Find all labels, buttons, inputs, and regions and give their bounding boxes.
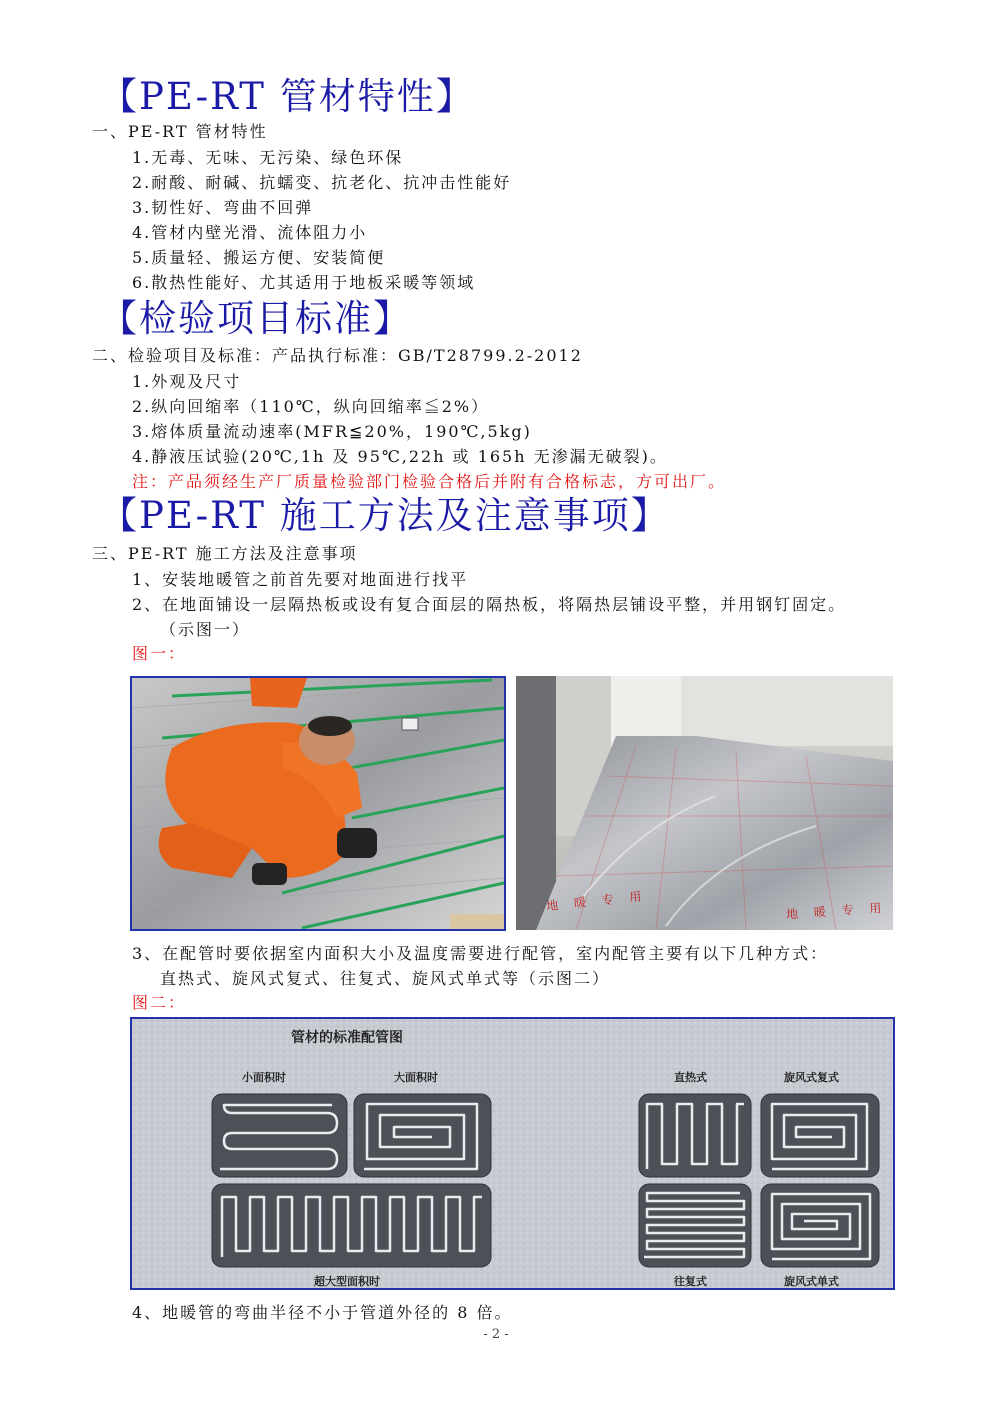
figure-2-label: 图二： [132,993,187,1012]
label-reciprocal: 往复式 [674,1275,707,1288]
step-4: 4、地暖管的弯曲半径不小于管道外径的 8 倍。 [132,1303,513,1322]
stamp-text-2: 地 暖 专 用 [785,900,888,922]
section1-heading: 一、PE-RT 管材特性 [92,122,268,141]
piping-layout-diagram [130,1017,895,1290]
step-2-line-1: 2、在地面铺设一层隔热板或设有复合面层的隔热板，将隔热层铺设平整，并用钢钉固定。 [132,595,847,614]
section2-item-2: 2.纵向回缩率（110℃，纵向回缩率≦2%） [132,397,490,416]
section2-title: 【检验项目标准】 [100,297,412,340]
page-number: - 2 - [483,1327,509,1342]
section2-heading: 二、检验项目及标准：产品执行标准：GB/T28799.2-2012 [92,346,583,365]
label-large-area: 大面积时 [394,1071,438,1084]
section1-item-5: 5.质量轻、搬运方便、安装简便 [132,248,386,267]
section1-title: 【PE-RT 管材特性】 [100,75,475,118]
step-1: 1、安装地暖管之前首先要对地面进行找平 [132,570,469,589]
label-xl-area: 超大型面积时 [314,1275,380,1288]
diagram-title: 管材的标准配管图 [291,1030,403,1046]
section1-item-6: 6.散热性能好、尤其适用于地板采暖等领域 [132,273,476,292]
section2-item-3: 3.熔体质量流动速率(MFR≦20%，190℃,5kg) [132,422,532,441]
section1-item-4: 4.管材内壁光滑、流体阻力小 [132,223,368,242]
section2-note: 注：产品须经生产厂质量检验部门检验合格后并附有合格标志，方可出厂。 [132,472,727,491]
worker-photo [130,676,506,931]
stamp-text-1: 地 暖 专 用 [545,888,648,914]
label-spiral-single: 旋风式单式 [784,1275,839,1288]
section1-item-3: 3.韧性好、弯曲不回弹 [132,198,314,217]
section2-item-1: 1.外观及尺寸 [132,372,242,391]
step-3-line-2: 直热式、旋风式复式、往复式、旋风式单式等（示图二） [160,969,611,988]
figure-1-label: 图一： [132,644,187,663]
step-3-line-1: 3、在配管时要依据室内面积大小及温度需要进行配管，室内配管主要有以下几种方式： [132,944,829,963]
label-spiral-double: 旋风式复式 [784,1071,839,1084]
label-small-area: 小面积时 [242,1071,286,1084]
section3-title: 【PE-RT 施工方法及注意事项】 [100,494,670,537]
step-2-line-2: （示图一） [160,620,251,639]
section1-item-2: 2.耐酸、耐碱、抗蠕变、抗老化、抗冲击性能好 [132,173,512,192]
label-direct: 直热式 [674,1071,707,1084]
section2-item-4: 4.静液压试验(20℃,1h 及 95℃,22h 或 165h 无渗漏无破裂)。 [132,447,668,466]
section1-item-1: 1.无毒、无味、无污染、绿色环保 [132,148,404,167]
section3-heading: 三、PE-RT 施工方法及注意事项 [92,544,358,563]
foil-room-photo [516,676,893,930]
